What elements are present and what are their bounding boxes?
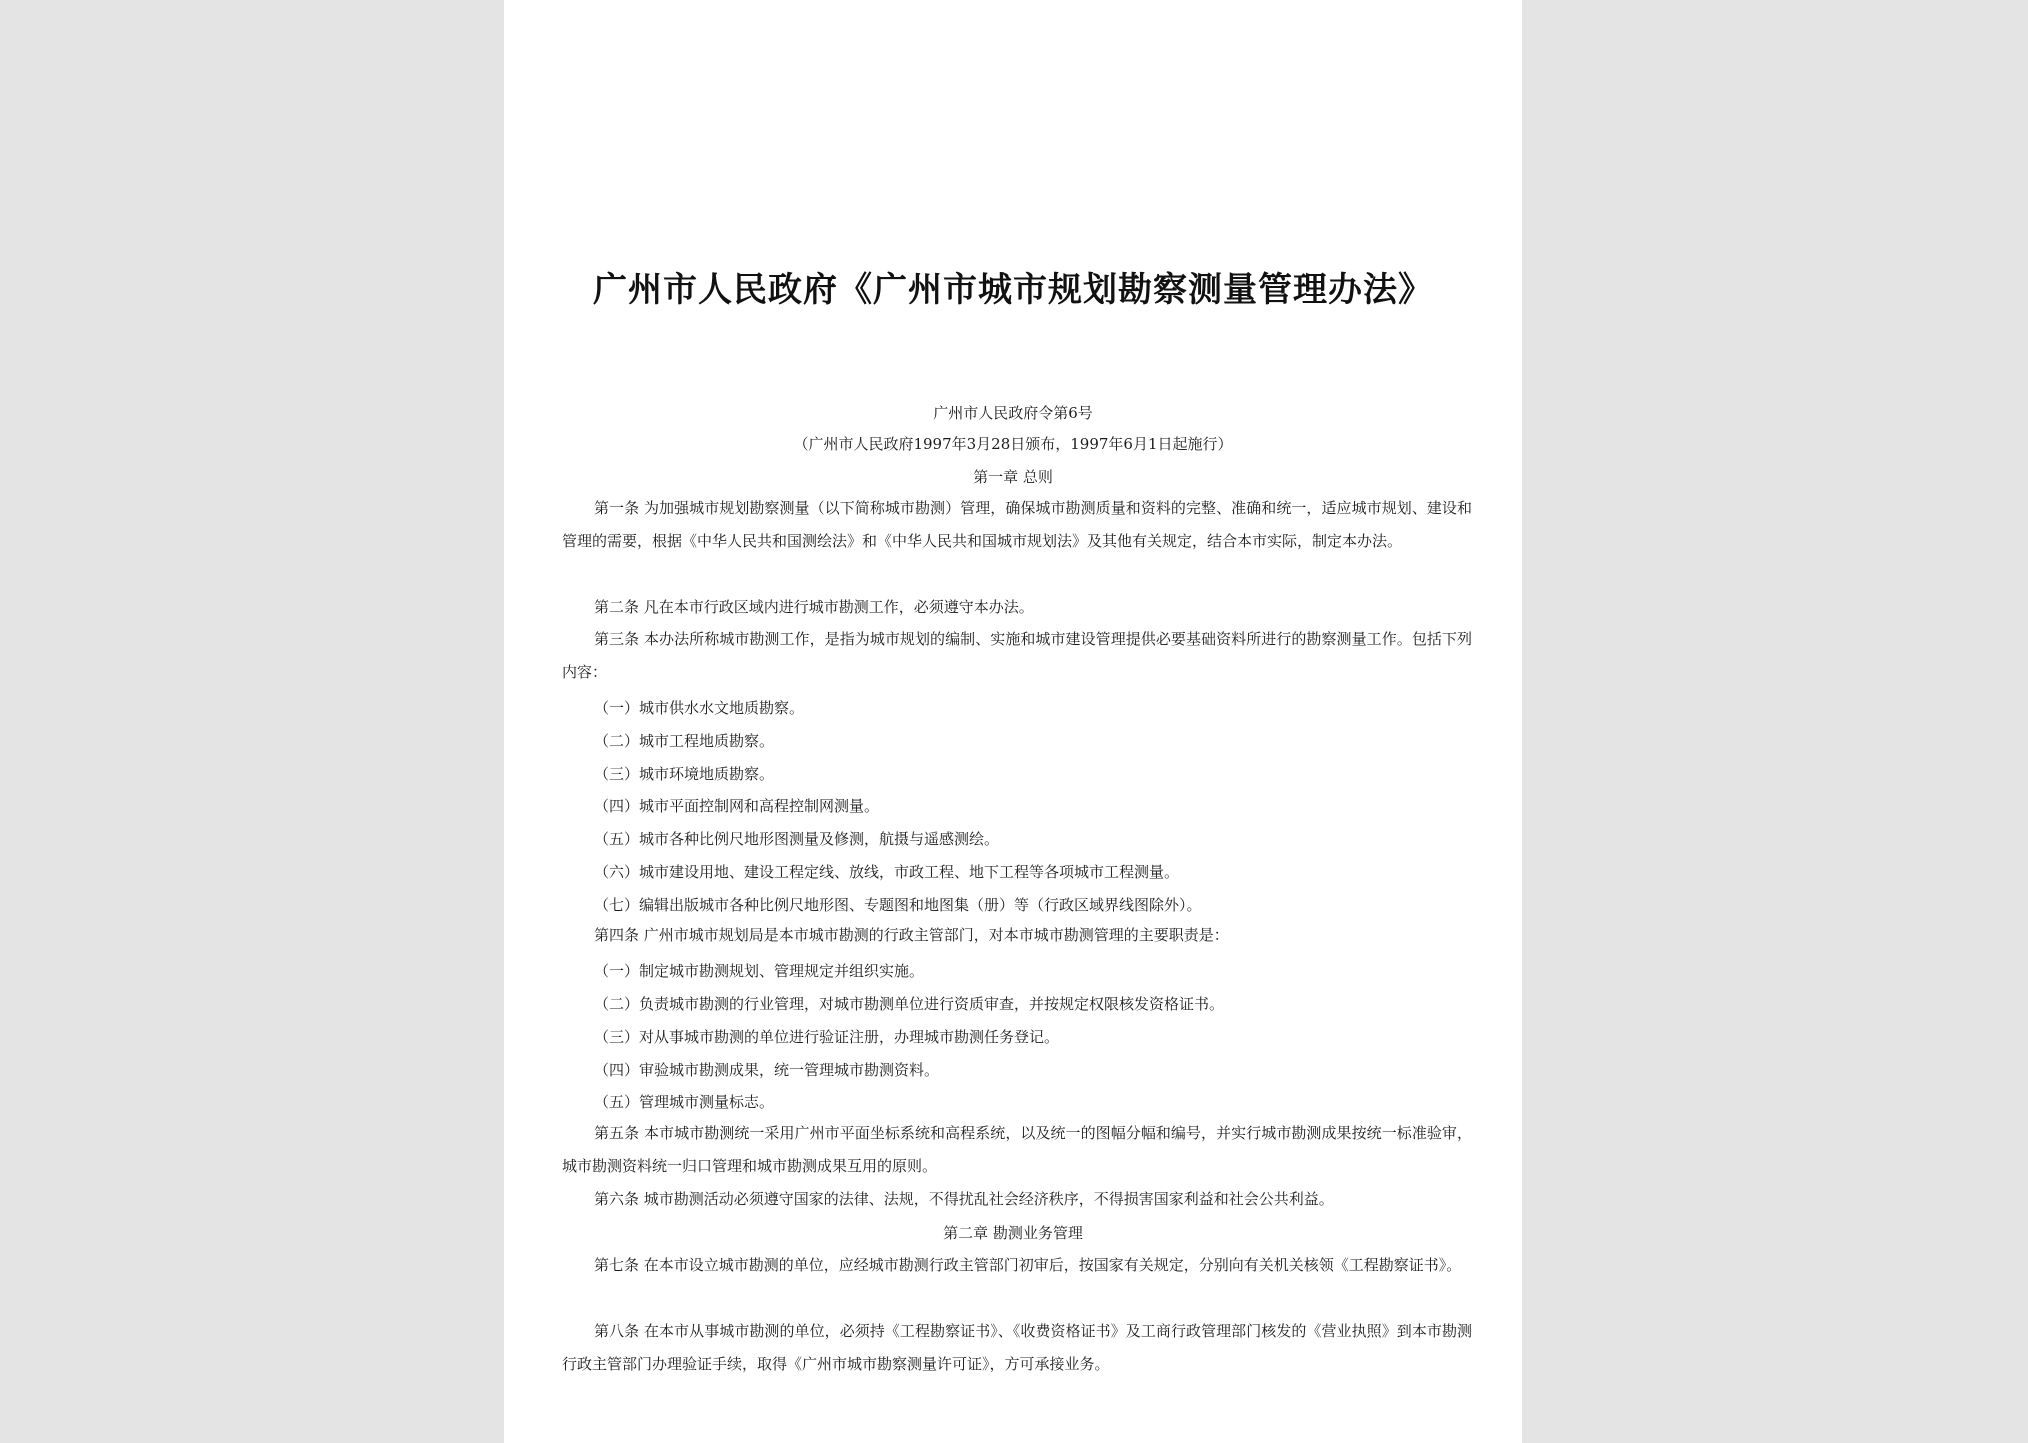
article-paragraph: 第三条 本办法所称城市勘测工作，是指为城市规划的编制、实施和城市建设管理提供必要基础资料所进行的勘察测量工作。包括下列内容： <box>562 630 1472 681</box>
article-paragraph: 第二条 凡在本市行政区域内进行城市勘测工作，必须遵守本办法。 <box>594 598 1034 616</box>
article-paragraph: 第四条 广州市城市规划局是本市城市勘测的行政主管部门，对本市城市勘测管理的主要职责是： <box>594 926 1229 944</box>
chapter-heading: 第二章 勘测业务管理 <box>943 1224 1083 1242</box>
document-title: 广州市人民政府《广州市城市规划勘察测量管理办法》 <box>593 270 1433 310</box>
article-paragraph: 第八条 在本市从事城市勘测的单位，必须持《工程勘察证书》、《收费资格证书》及工商行政管理部门核发的《营业执照》到本市勘测行政主管部门办理验证手续，取得《广州市城市勘察测量许可证》，方可承接业务。 <box>562 1322 1472 1373</box>
list-item: （五）管理城市测量标志。 <box>594 1093 775 1111</box>
article-paragraph: 第一条 为加强城市规划勘察测量（以下简称城市勘测）管理，确保城市勘测质量和资料的完整、准确和统一，适应城市规划、建设和管理的需要，根据《中华人民共和国测绘法》和《中华人民共和国城市规划法》及其他有关规定，结合本市实际，制定本办法。 <box>562 499 1472 550</box>
promulgation-note: （广州市人民政府1997年3月28日颁布，1997年6月1日起施行） <box>793 435 1233 453</box>
list-item: （七）编辑出版城市各种比例尺地形图、专题图和地图集（册）等（行政区域界线图除外）。 <box>594 896 1202 914</box>
order-number: 广州市人民政府令第6号 <box>933 404 1093 422</box>
list-item: （一）城市供水水文地质勘察。 <box>594 699 805 717</box>
article-paragraph: 第七条 在本市设立城市勘测的单位，应经城市勘测行政主管部门初审后，按国家有关规定，分别向有关机关核领《工程勘察证书》。 <box>594 1256 1462 1274</box>
list-item: （二）负责城市勘测的行业管理，对城市勘测单位进行资质审查，并按规定权限核发资格证书。 <box>594 995 1225 1013</box>
list-item: （三）对从事城市勘测的单位进行验证注册，办理城市勘测任务登记。 <box>594 1028 1060 1046</box>
list-item: （一）制定城市勘测规划、管理规定并组织实施。 <box>594 962 925 980</box>
list-item: （五）城市各种比例尺地形图测量及修测，航摄与遥感测绘。 <box>594 830 1000 848</box>
article-paragraph: 第六条 城市勘测活动必须遵守国家的法律、法规，不得扰乱社会经济秩序，不得损害国家利益和社会公共利益。 <box>594 1190 1334 1208</box>
list-item: （三）城市环境地质勘察。 <box>594 765 775 783</box>
chapter-heading: 第一章 总则 <box>973 468 1053 486</box>
list-item: （二）城市工程地质勘察。 <box>594 732 775 750</box>
list-item: （四）审验城市勘测成果，统一管理城市勘测资料。 <box>594 1061 940 1079</box>
list-item: （四）城市平面控制网和高程控制网测量。 <box>594 797 880 815</box>
article-paragraph: 第五条 本市城市勘测统一采用广州市平面坐标系统和高程系统，以及统一的图幅分幅和编号，并实行城市勘测成果按统一标准验审，城市勘测资料统一归口管理和城市勘测成果互用的原则。 <box>562 1124 1472 1175</box>
list-item: （六）城市建设用地、建设工程定线、放线，市政工程、地下工程等各项城市工程测量。 <box>594 863 1180 881</box>
document-page <box>504 0 1522 1443</box>
